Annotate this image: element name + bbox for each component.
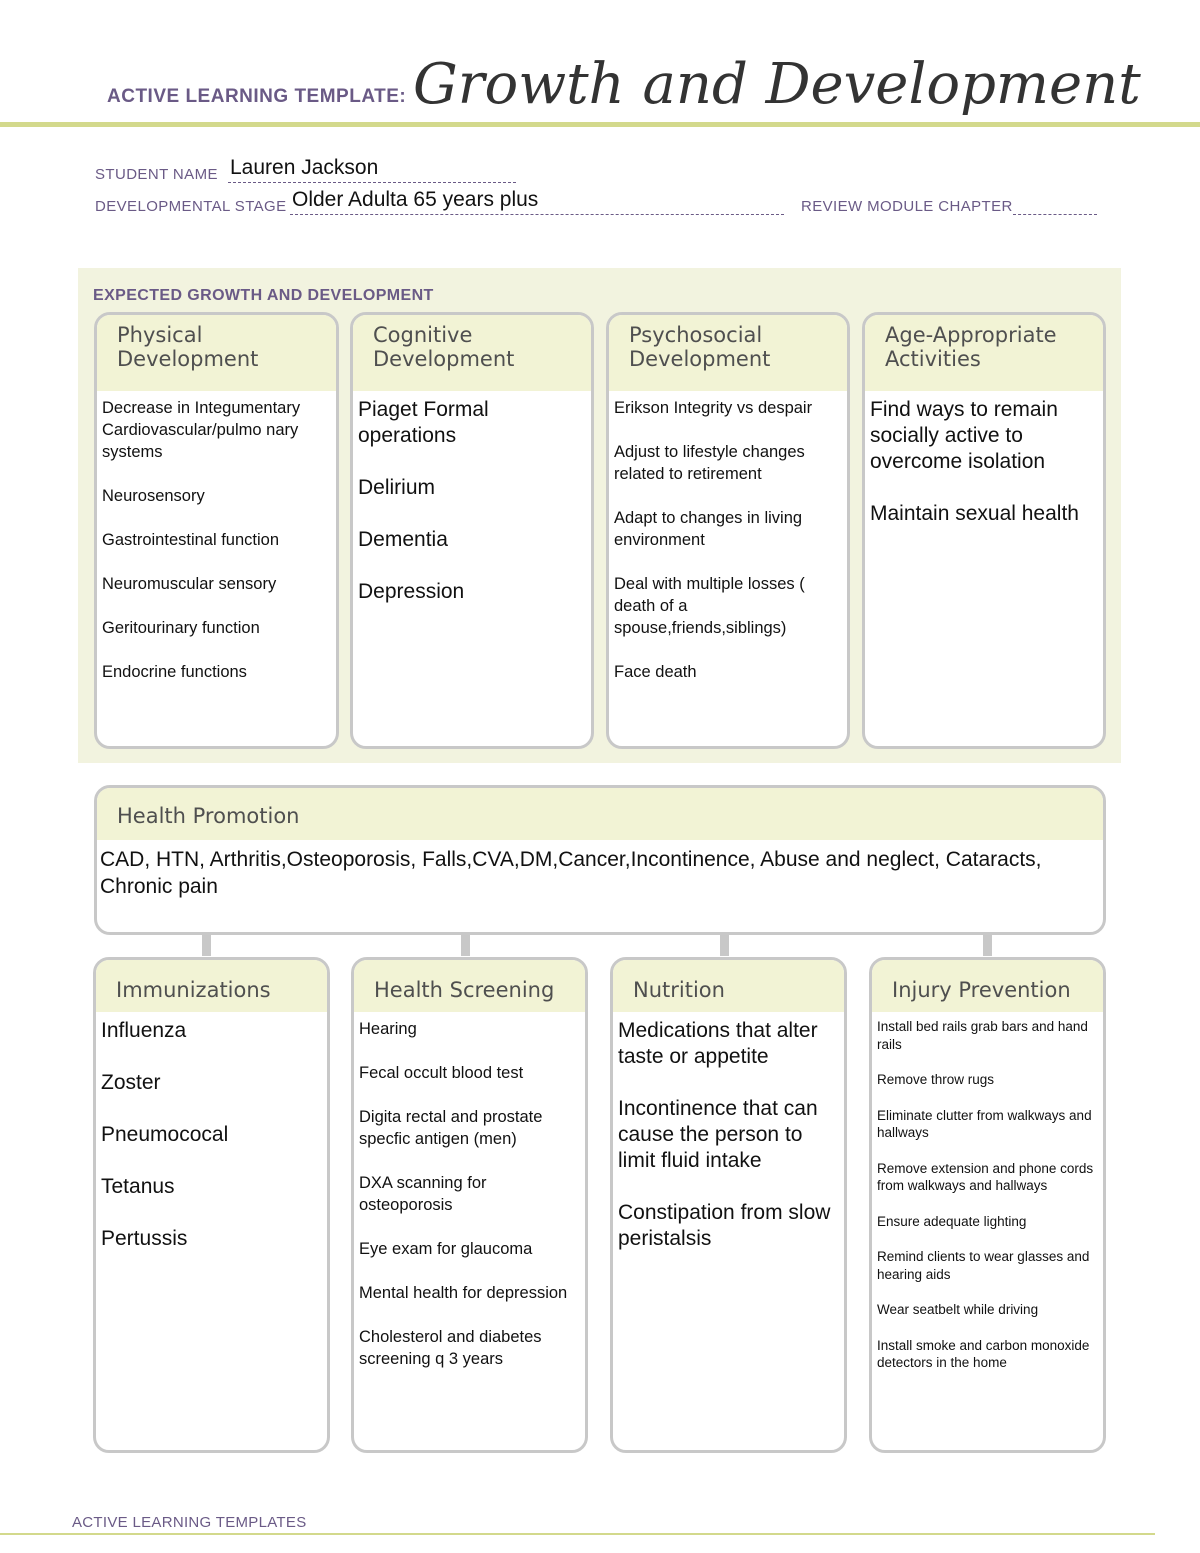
age-appropriate-activities-header (865, 315, 1103, 391)
student-name-label: STUDENT NAME (95, 166, 218, 183)
list-item[interactable]: Piaget Formal operations (358, 398, 489, 447)
list-item[interactable]: Delirium (358, 476, 436, 499)
connector (720, 934, 729, 956)
box-title-line1: Psychosocial (629, 323, 763, 347)
list-item[interactable]: Constipation from slow peristalsis (618, 1201, 831, 1250)
list-item[interactable]: Hearing (359, 1020, 417, 1038)
immunizations-box (93, 957, 330, 1453)
physical-development-box (94, 312, 339, 749)
box-title-line2: Development (373, 347, 515, 371)
list-item[interactable]: Erikson Integrity vs despair (614, 399, 813, 417)
list-item[interactable]: Geritourinary function (102, 619, 260, 637)
list-item[interactable]: Neurosensory (102, 487, 205, 505)
health-promotion-box (94, 785, 1106, 935)
list-item[interactable]: Deal with multiple losses ( death of a spouse,friends,siblings) (614, 575, 805, 637)
list-item[interactable]: Neuromuscular sensory (102, 575, 277, 593)
developmental-stage-line (290, 214, 784, 215)
list-item[interactable]: Pneumococal (101, 1123, 229, 1146)
list-item[interactable]: Gastrointestinal function (102, 531, 280, 549)
cognitive-development-box (350, 312, 594, 749)
list-item[interactable]: Zoster (101, 1071, 161, 1094)
physical-development-list (97, 391, 336, 683)
list-item[interactable]: Remove throw rugs (877, 1072, 995, 1087)
nutrition-list (613, 1012, 844, 1252)
list-item[interactable]: Adjust to lifestyle changes related to retirement (614, 443, 805, 483)
physical-development-header (97, 315, 336, 391)
list-item[interactable]: Find ways to remain socially active to overcome isolation (870, 398, 1058, 473)
list-item[interactable]: Remove extension and phone cords from walkways and hallways (877, 1160, 1094, 1193)
list-item[interactable]: Ensure adequate lighting (877, 1213, 1027, 1229)
list-item[interactable]: Endocrine functions (102, 663, 247, 681)
list-item[interactable]: Install bed rails grab bars and hand rails (877, 1019, 1088, 1052)
list-item[interactable]: Remind clients to wear glasses and hearing aids (877, 1249, 1090, 1282)
review-module-line (1013, 214, 1097, 215)
psychosocial-development-box (606, 312, 850, 749)
injury-prevention-title: Injury Prevention (872, 960, 1103, 1012)
list-item[interactable]: Cholesterol and diabetes screening q 3 years (359, 1328, 542, 1368)
immunizations-list (96, 1012, 327, 1252)
header-divider (0, 122, 1200, 127)
connector (202, 934, 211, 956)
list-item[interactable]: Influenza (101, 1019, 187, 1042)
list-item[interactable]: Pertussis (101, 1227, 188, 1250)
nutrition-box (610, 957, 847, 1453)
connector (983, 934, 992, 956)
page-title: Growth and Development (413, 52, 1141, 117)
box-title-line1: Physical (117, 323, 203, 347)
list-item[interactable]: Adapt to changes in living environment (614, 509, 803, 549)
list-item[interactable]: Incontinence that can cause the person to limit fluid intake (618, 1097, 818, 1172)
list-item[interactable]: Decrease in Integumentary Cardiovascular/pulmo nary systems (102, 399, 301, 461)
list-item[interactable]: Wear seatbelt while driving (877, 1302, 1039, 1317)
cognitive-development-list (353, 391, 591, 605)
box-title-line2: Development (629, 347, 771, 371)
box-title-line2: Development (117, 347, 259, 371)
list-item[interactable]: Medications that alter taste or appetite (618, 1019, 818, 1068)
footer-divider (0, 1533, 1155, 1535)
list-item[interactable]: Dementia (358, 528, 448, 551)
box-title-line2: Activities (885, 347, 981, 371)
health-screening-list (354, 1012, 585, 1370)
age-appropriate-activities-list (865, 391, 1103, 527)
list-item[interactable]: Eliminate clutter from walkways and hallways (877, 1107, 1092, 1140)
psychosocial-development-header (609, 315, 847, 391)
box-title-line1: Age-Appropriate (885, 323, 1057, 347)
list-item[interactable]: Eye exam for glaucoma (359, 1240, 533, 1258)
student-name-line (228, 182, 516, 183)
list-item[interactable]: Install smoke and carbon monoxide detectors in the home (877, 1337, 1090, 1370)
developmental-stage-value[interactable]: Older Adulta 65 years plus (292, 188, 539, 211)
box-title-line1: Cognitive (373, 323, 473, 347)
psychosocial-development-list (609, 391, 847, 683)
immunizations-title: Immunizations (96, 960, 327, 1012)
list-item[interactable]: Maintain sexual health (870, 502, 1079, 525)
injury-prevention-list (872, 1012, 1103, 1372)
template-prefix: ACTIVE LEARNING TEMPLATE: (107, 86, 407, 107)
age-appropriate-activities-box (862, 312, 1106, 749)
review-module-label: REVIEW MODULE CHAPTER (801, 198, 1013, 215)
list-item[interactable]: Face death (614, 663, 697, 681)
student-name-value[interactable]: Lauren Jackson (230, 156, 379, 179)
connector (461, 934, 470, 956)
health-promotion-title: Health Promotion (97, 788, 1103, 840)
injury-prevention-box (869, 957, 1106, 1453)
nutrition-title: Nutrition (613, 960, 844, 1012)
list-item[interactable]: Tetanus (101, 1175, 175, 1198)
health-screening-box (351, 957, 588, 1453)
health-screening-title: Health Screening (354, 960, 585, 1012)
developmental-stage-label: DEVELOPMENTAL STAGE (95, 198, 287, 215)
cognitive-development-header (353, 315, 591, 391)
list-item[interactable]: Mental health for depression (359, 1284, 568, 1302)
footer-label: ACTIVE LEARNING TEMPLATES (72, 1514, 307, 1531)
list-item[interactable]: Depression (358, 580, 465, 603)
list-item[interactable]: Fecal occult blood test (359, 1064, 524, 1082)
list-item[interactable]: DXA scanning for osteoporosis (359, 1174, 487, 1214)
list-item[interactable]: Digita rectal and prostate specfic antigen (men) (359, 1108, 543, 1148)
health-promotion-text[interactable]: CAD, HTN, Arthritis,Osteoporosis, Falls,CVA,DM,Cancer,Incontinence, Abuse and neglect, Cataracts, Chronic pain (100, 848, 1042, 898)
expected-growth-title: EXPECTED GROWTH AND DEVELOPMENT (93, 287, 434, 304)
